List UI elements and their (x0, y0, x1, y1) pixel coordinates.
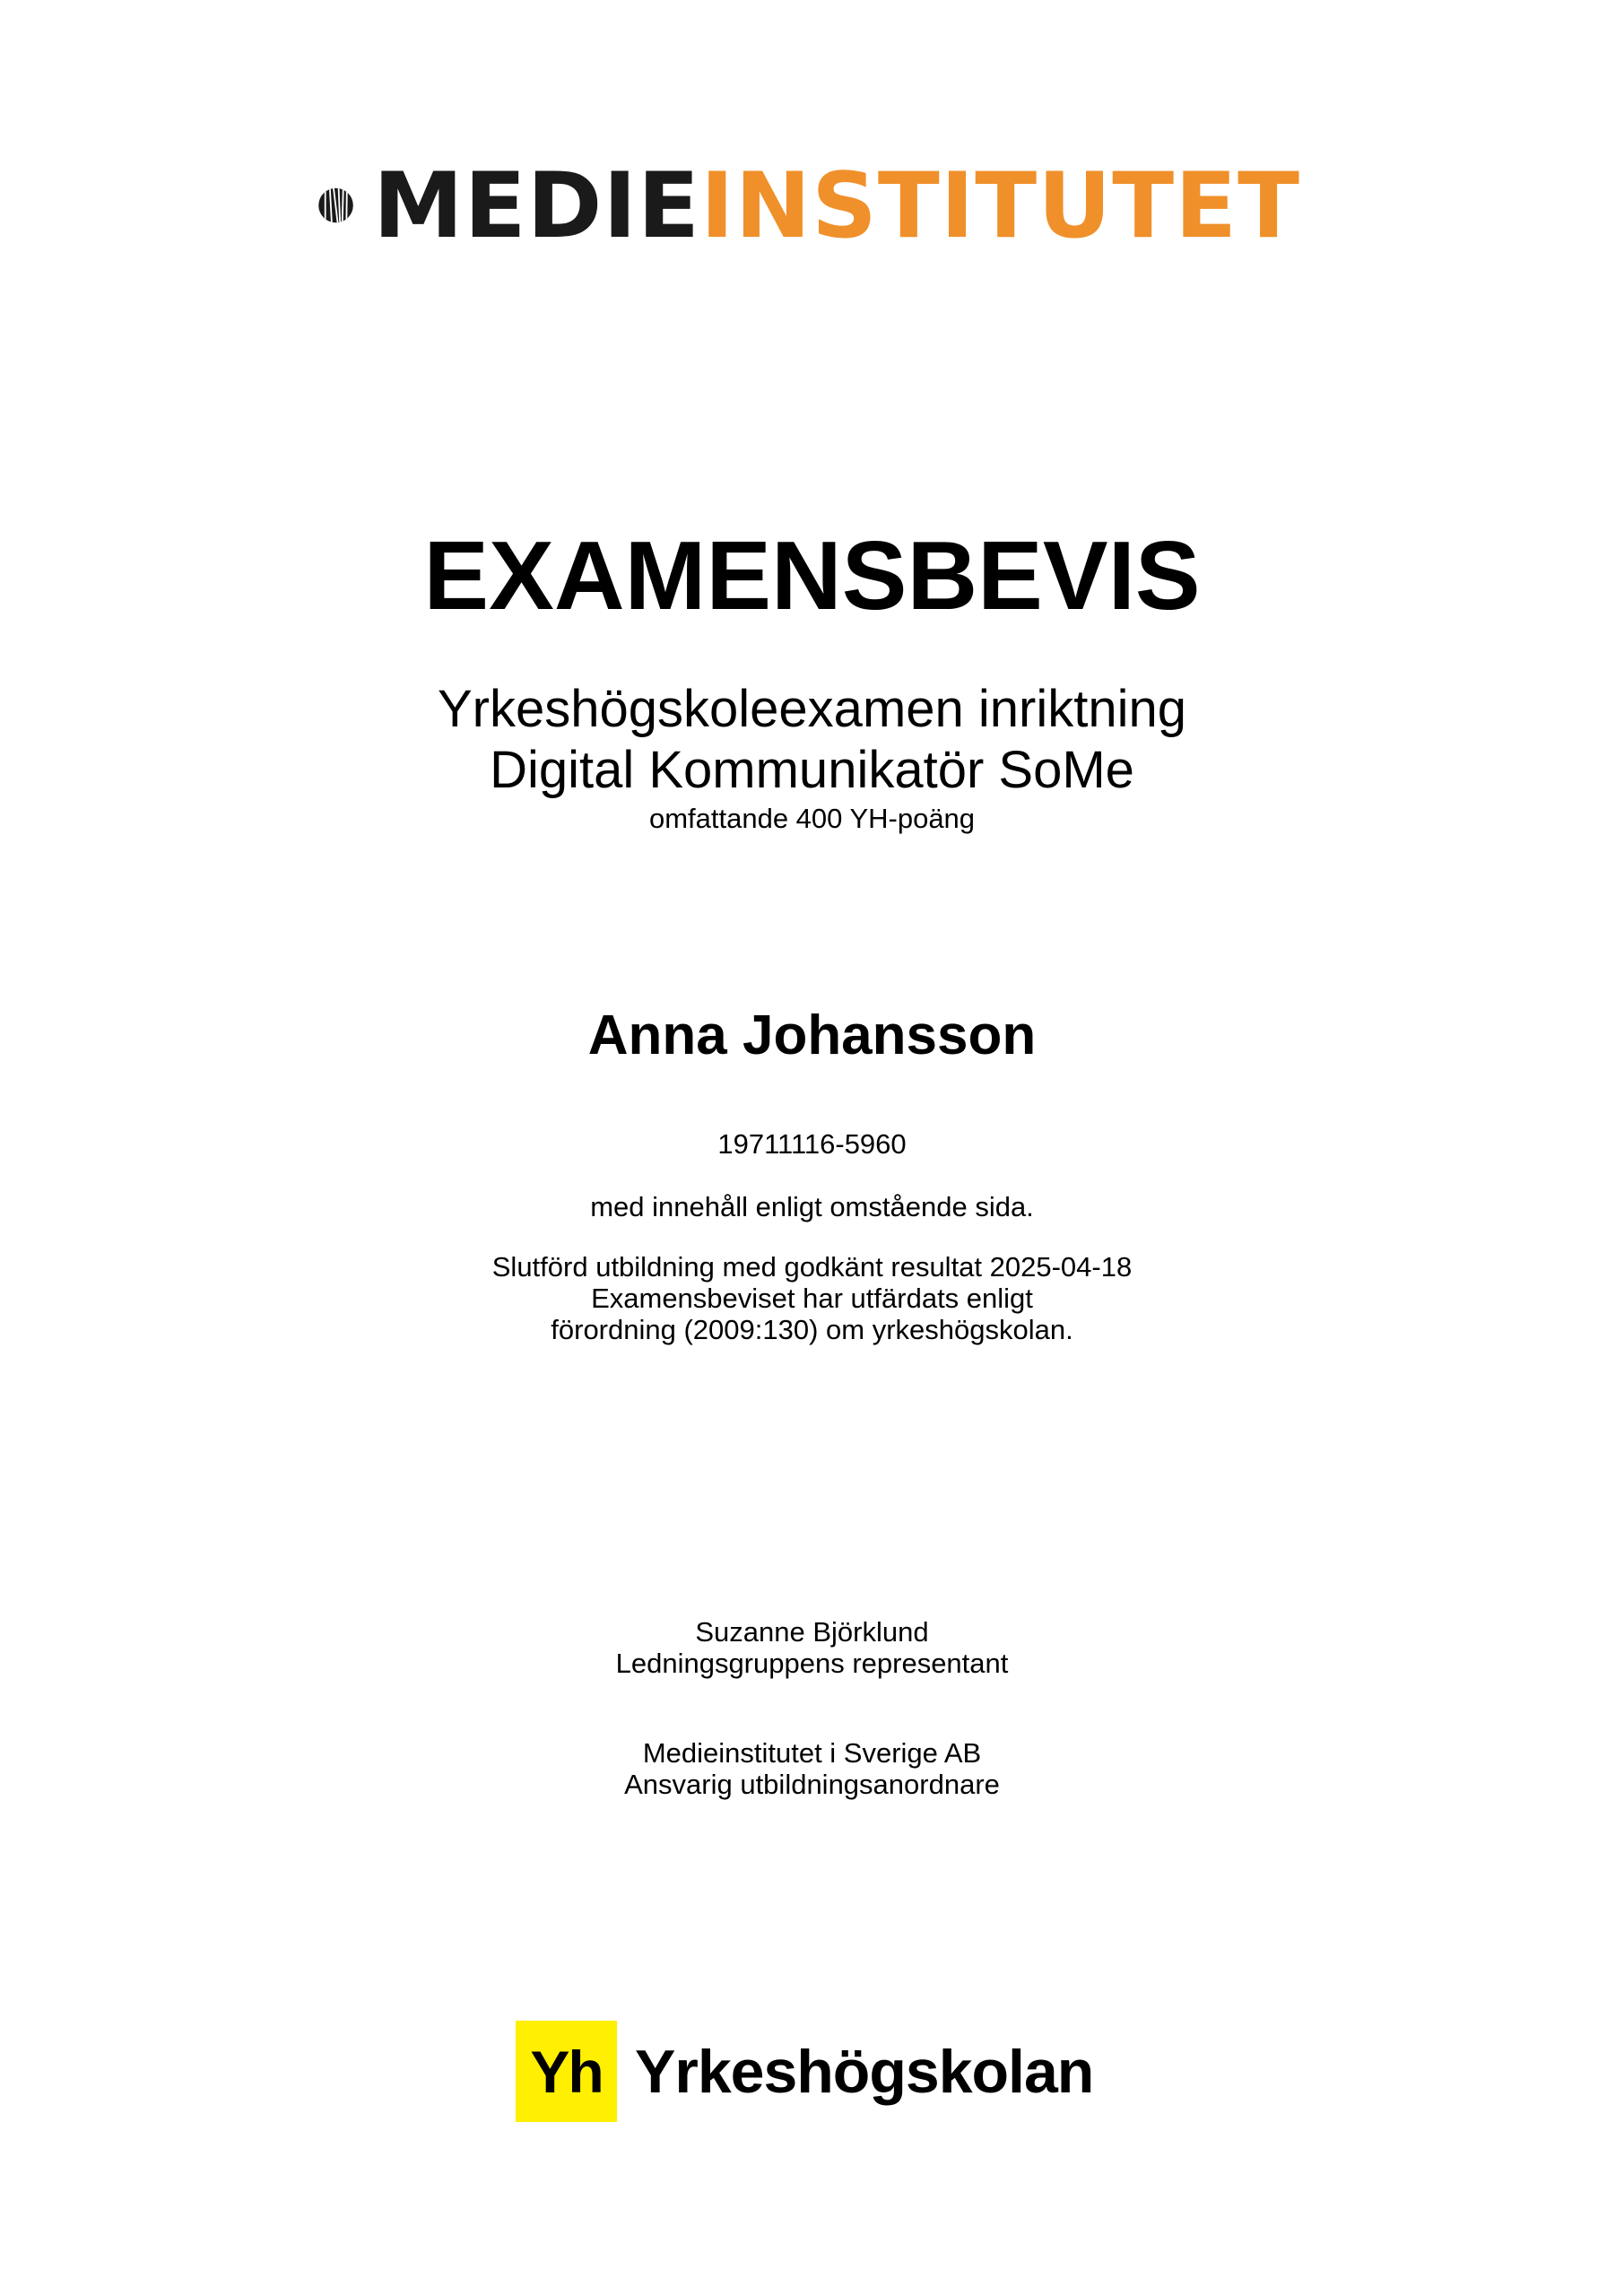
credit-points: omfattande 400 YH-poäng (648, 803, 976, 834)
organisation-role: Ansvarig utbildningsanordnare (624, 1769, 1000, 1800)
degree-line-2: Digital Kommunikatör SoMe (490, 741, 1134, 799)
completion-line-1: Slutförd utbildning med godkänt resultat 2025-04-18 (491, 1251, 1133, 1283)
yrkeshogskolan-logo (516, 2021, 1093, 2122)
degree-line-1: Yrkeshögskoleexamen inriktning (438, 680, 1186, 738)
certificate-title: EXAMENSBEVIS (423, 521, 1201, 631)
content-note: med innehåll enligt omstående sida. (590, 1191, 1034, 1222)
wordmark-medie: MEDIE (373, 152, 700, 258)
signatory-organisation (0, 1737, 1624, 1800)
wordmark-institutet: INSTITUTET (699, 152, 1300, 258)
degree-name (0, 679, 1624, 801)
completion-statement (0, 1251, 1624, 1345)
signatory-name: Suzanne Björklund (695, 1616, 929, 1648)
organisation-name: Medieinstitutet i Sverige AB (642, 1737, 982, 1769)
yrkeshogskolan-wordmark: Yrkeshögskolan (635, 2037, 1094, 2106)
personal-number: 19711116-5960 (717, 1128, 907, 1160)
yh-badge: Yh (516, 2021, 617, 2122)
medieinstitutet-wordmark (373, 152, 1300, 258)
student-name: Anna Johansson (587, 1004, 1037, 1066)
medieinstitutet-logo (318, 133, 1300, 278)
completion-line-2: Examensbeviset har utfärdats enligt (591, 1283, 1033, 1314)
signatory-person (0, 1616, 1624, 1679)
completion-line-3: förordning (2009:130) om yrkeshögskolan. (551, 1314, 1073, 1345)
medieinstitutet-circle-icon (318, 137, 353, 274)
signatory-role: Ledningsgruppens representant (615, 1648, 1009, 1679)
